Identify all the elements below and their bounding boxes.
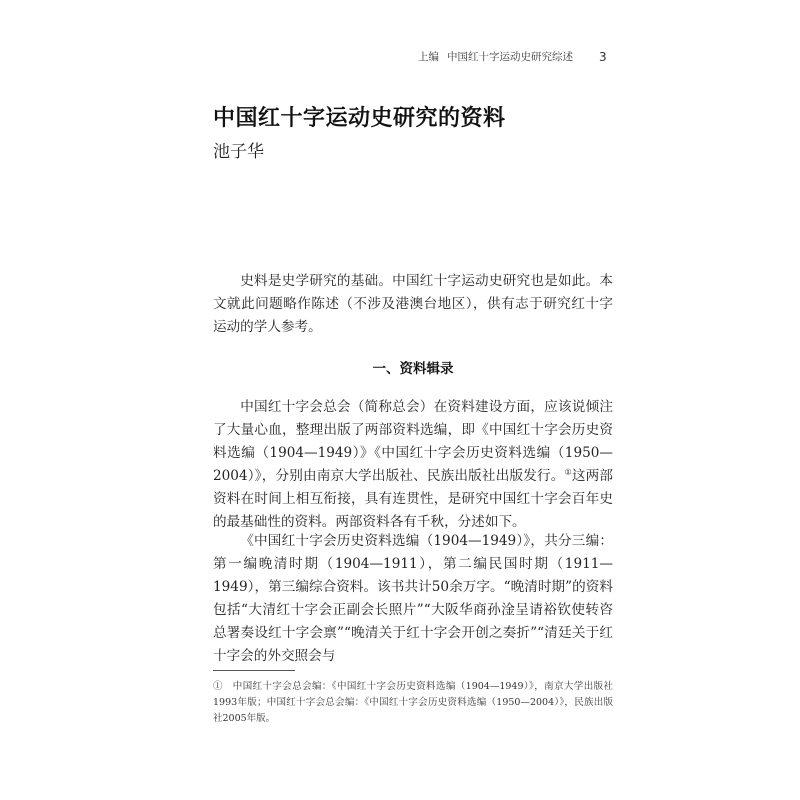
- footnote-rule: [213, 670, 295, 671]
- intro-paragraph: 史料是史学研究的基础。中国红十字运动史研究也是如此。本文就此问题略作陈述（不涉及港澳台地区），供有志于研究红十字运动的学人参考。: [213, 273, 613, 335]
- paragraph-1-text-a: 中国红十字会总会（简称总会）在资料建设方面，应该说倾注了大量心血，整理出版了两部资料选编，即《中国红十字会历史资料选编（1904—1949）》《中国红十字会历史资料选编（1950—2004）》，分别由南京大学出版社、民族出版社出版发行。: [213, 399, 613, 484]
- running-header: [380, 49, 607, 64]
- header-section-title: 中国红十字运动史研究综述: [447, 51, 573, 63]
- footnote-reference-mark[interactable]: ①: [564, 467, 572, 477]
- body-paragraph-1: [213, 396, 613, 534]
- footnote: ① 中国红十字会总会编：《中国红十字会历史资料选编（1904—1949）》，南京大学出版社1993年版；中国红十字会总会编：《中国红十字会历史资料选编（1950—2004）》，民族出版社2005年版。: [213, 681, 613, 724]
- section-heading: 一、资料辑录: [372, 361, 454, 377]
- header-part: 上编: [418, 51, 439, 63]
- body-paragraph-2: 《中国红十字会历史资料选编（1904—1949）》，共分三编：第一编晚清时期（1904—1911），第二编民国时期（1911—1949），第三编综合资料。该书共计50余万字。“晚清时期”的资料包括“大清红十字会正副会长照片”“大阪华商孙淦呈请裕钦使转咨总署奏设红十字会禀”“晚清关于红十字会开创之奏折”“清廷关于红十字会的外交照会与: [213, 533, 613, 664]
- paragraph-1-text-b: 这两部资料在时间上相互衔接，具有连贯性，是研究中国红十字会百年史的最基础性的资料。两部资料各有千秋，分述如下。: [213, 468, 613, 530]
- author-name: 池子华: [213, 142, 264, 162]
- chapter-title: 中国红十字运动史研究的资料: [213, 106, 506, 131]
- page-number: 3: [599, 49, 607, 64]
